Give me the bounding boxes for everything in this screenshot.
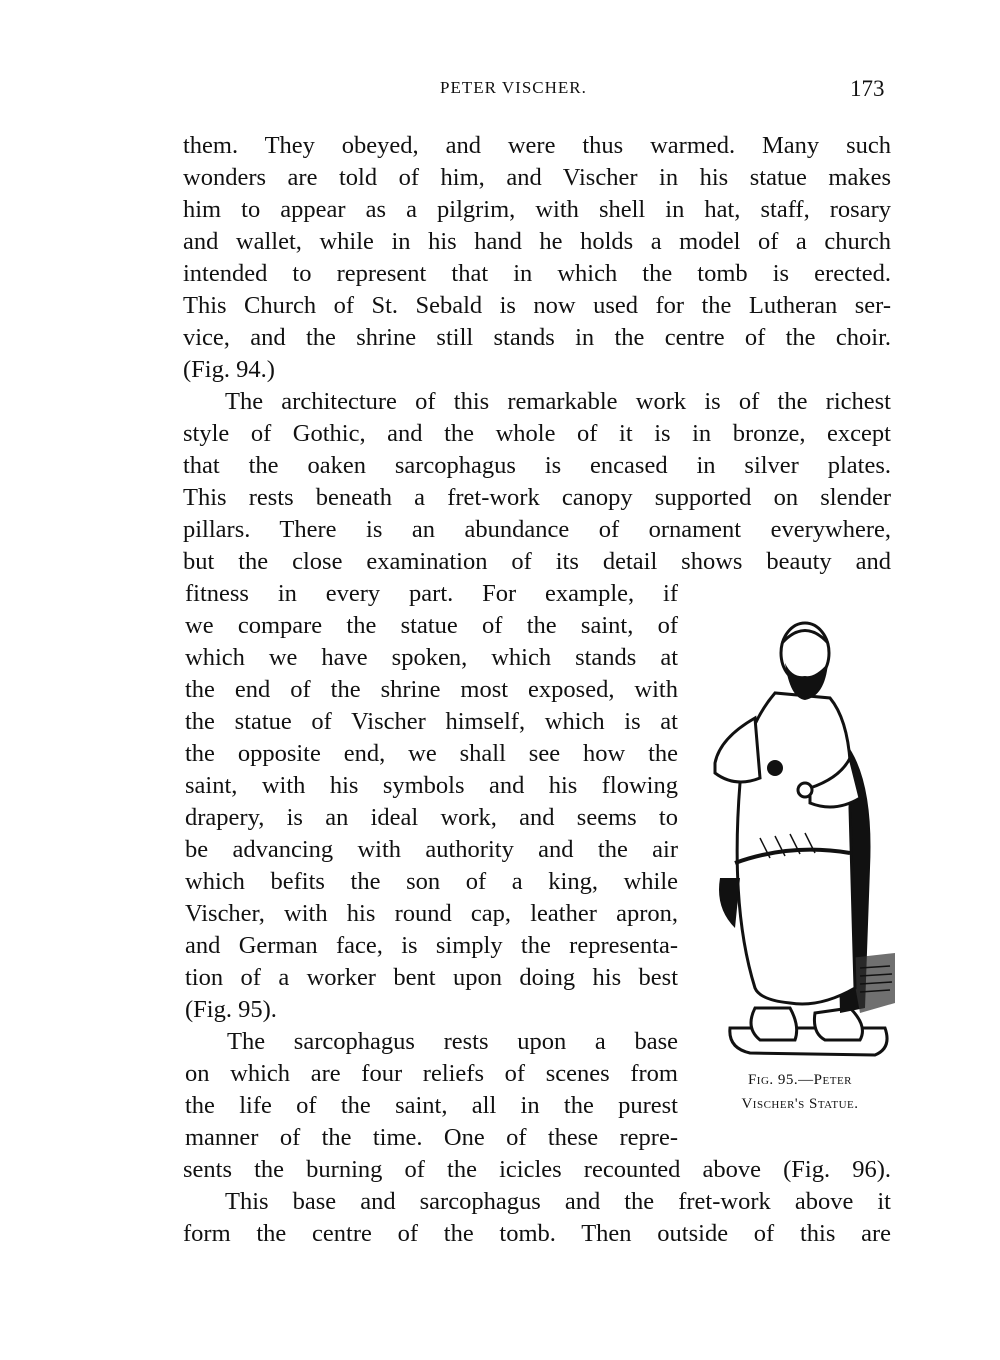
text-line: form the centre of the tomb. Then outside of this are [183,1220,891,1247]
text-line: (Fig. 94.) [183,356,275,383]
text-line: we compare the statue of the saint, of [185,612,678,639]
text-line: and wallet, while in his hand he holds a model of a church [183,228,891,255]
text-line: manner of the time. One of these repre- [185,1124,678,1151]
paragraph-start: This base and sarcophagus and the fret-work above it [225,1188,891,1215]
text-line: them. They obeyed, and were thus warmed. Many such [183,132,891,159]
text-line: which we have spoken, which stands at [185,644,678,671]
paragraph-start: The architecture of this remarkable work is of the richest [225,388,891,415]
text-line: fitness in every part. For example, if [185,580,678,607]
statue-illustration [700,608,900,1063]
page-number: 173 [850,76,885,101]
figure-caption-line2: Vischer's Statue. [741,1096,859,1112]
text-line: him to appear as a pilgrim, with shell in hat, staff, rosary [183,196,891,223]
text-line: pillars. There is an abundance of ornament everywhere, [183,516,891,543]
text-line: the statue of Vischer himself, which is at [185,708,678,735]
text-line: on which are four reliefs of scenes from [185,1060,678,1087]
paragraph-start: The sarcophagus rests upon a base [227,1028,678,1055]
running-title: PETER VISCHER. [440,78,587,97]
text-line: (Fig. 95). [185,996,277,1023]
text-line: tion of a worker bent upon doing his best [185,964,678,991]
text-line: This Church of St. Sebald is now used for the Lutheran ser- [183,292,891,319]
text-line: which befits the son of a king, while [185,868,678,895]
text-line: that the oaken sarcophagus is encased in silver plates. [183,452,891,479]
text-line: vice, and the shrine still stands in the centre of the choir. [183,324,891,351]
text-line: saint, with his symbols and his flowing [185,772,678,799]
text-line: wonders are told of him, and Vischer in his statue makes [183,164,891,191]
text-line: style of Gothic, and the whole of it is in bronze, except [183,420,891,447]
figure-caption-line1: Fig. 95.—Peter [747,1072,853,1088]
text-line: This rests beneath a fret-work canopy supported on slender [183,484,891,511]
text-line: drapery, is an ideal work, and seems to [185,804,678,831]
text-line: sents the burning of the icicles recounted above (Fig. 96). [183,1156,891,1183]
text-line: the end of the shrine most exposed, with [185,676,678,703]
text-line: be advancing with authority and the air [185,836,678,863]
text-line: and German face, is simply the representa- [185,932,678,959]
text-line: the life of the saint, all in the purest [185,1092,678,1119]
text-line: but the close examination of its detail shows beauty and [183,548,891,575]
text-line: the opposite end, we shall see how the [185,740,678,767]
text-line: intended to represent that in which the tomb is erected. [183,260,891,287]
text-line: Vischer, with his round cap, leather apron, [185,900,678,927]
